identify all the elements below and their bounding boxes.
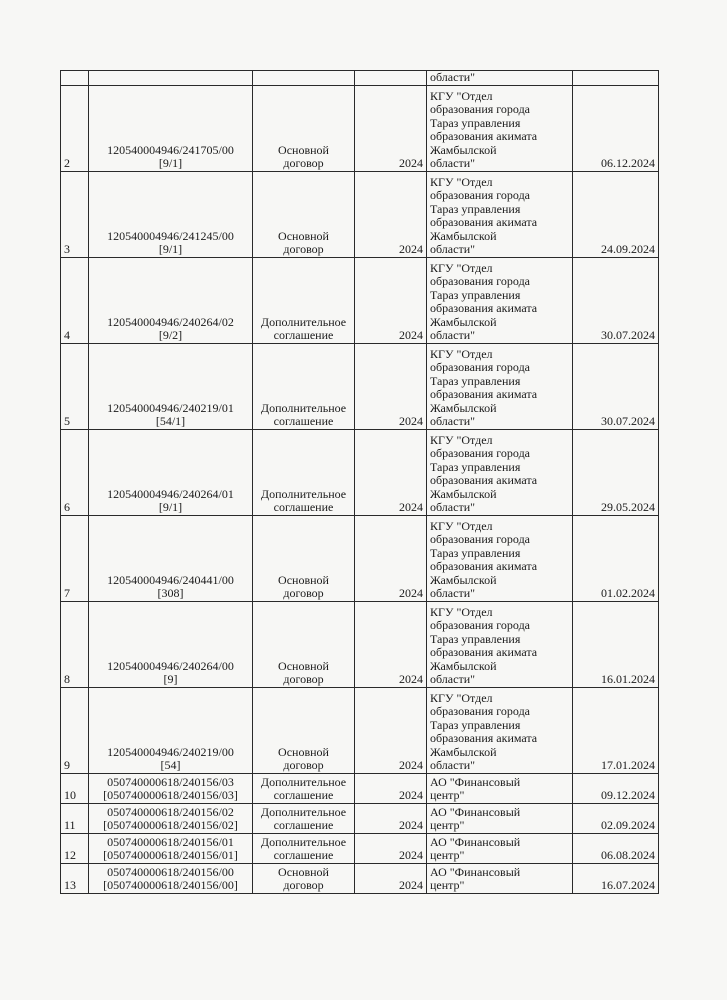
- contract-date: 09.12.2024: [573, 774, 659, 804]
- organization-line: образования акимата: [430, 215, 538, 230]
- organization-line: Жамбылской: [430, 314, 497, 329]
- contract-date: 17.01.2024: [573, 688, 659, 774]
- organization-line: Тараз управления: [430, 717, 521, 732]
- organization-line: образования акимата: [430, 731, 538, 746]
- contract-code-line: [54]: [160, 758, 181, 772]
- contract-date: 16.07.2024: [573, 864, 659, 894]
- organization-line: КГУ "Отдел: [430, 690, 493, 705]
- organization: [427, 864, 573, 894]
- contract-type: [253, 516, 355, 602]
- date-cell: [573, 71, 659, 86]
- contract-code-line: [050740000618/240156/03]: [103, 788, 238, 802]
- organization-line: образования акимата: [430, 473, 538, 488]
- organization-line: образования города: [430, 360, 531, 375]
- row-number: 8: [61, 602, 89, 688]
- row-number: 11: [61, 804, 89, 834]
- contract-code-line: 120540004946/240219/00: [107, 744, 234, 759]
- contract-code: [89, 834, 253, 864]
- organization-line: центр": [430, 788, 465, 802]
- contract-code-line: 120540004946/240264/01: [107, 486, 234, 501]
- organization: [427, 688, 573, 774]
- organization-line: области": [430, 672, 476, 686]
- organization-line: области": [430, 414, 476, 428]
- contract-year: 2024: [355, 774, 427, 804]
- contract-date: 30.07.2024: [573, 258, 659, 344]
- organization-line: центр": [430, 848, 465, 862]
- organization-line: АО "Финансовый: [430, 864, 521, 879]
- organization-line: Тараз управления: [430, 287, 521, 302]
- contract-date: 24.09.2024: [573, 172, 659, 258]
- contract-code-line: [050740000618/240156/00]: [103, 878, 238, 892]
- contract-type-line: договор: [283, 758, 324, 772]
- year-cell: [355, 71, 427, 86]
- contract-type: [253, 774, 355, 804]
- contract-year: 2024: [355, 804, 427, 834]
- organization-line: образования акимата: [430, 301, 538, 316]
- contract-type-line: соглашение: [273, 328, 334, 342]
- organization-line: области": [430, 500, 476, 514]
- contract-year: 2024: [355, 344, 427, 430]
- organization-line: КГУ "Отдел: [430, 604, 493, 619]
- contract-type: [253, 834, 355, 864]
- contract-code: [89, 688, 253, 774]
- table-row: [61, 804, 659, 834]
- contract-type-line: Основной: [278, 572, 329, 587]
- organization-line: КГУ "Отдел: [430, 88, 493, 103]
- contract-type-line: Дополнительное: [260, 804, 347, 819]
- row-number: 12: [61, 834, 89, 864]
- contract-year: 2024: [355, 688, 427, 774]
- organization-line: АО "Финансовый: [430, 834, 521, 849]
- contract-year: 2024: [355, 172, 427, 258]
- contract-code-line: [9/1]: [158, 242, 183, 256]
- organization-line: образования акимата: [430, 559, 538, 574]
- contract-year: 2024: [355, 86, 427, 172]
- table-row: [61, 834, 659, 864]
- contract-type-line: Дополнительное: [260, 834, 347, 849]
- contract-code-line: [9/1]: [158, 500, 183, 514]
- contract-date: 01.02.2024: [573, 516, 659, 602]
- table-row: [61, 86, 659, 172]
- organization: [427, 430, 573, 516]
- organization-line: центр": [430, 818, 465, 832]
- organization-line: Тараз управления: [430, 545, 521, 560]
- contracts-table: [60, 70, 659, 894]
- contract-code-line: [050740000618/240156/01]: [103, 848, 238, 862]
- contract-type-line: Дополнительное: [260, 486, 347, 501]
- contract-type: [253, 258, 355, 344]
- contract-type: [253, 86, 355, 172]
- contract-type-line: Основной: [278, 228, 329, 243]
- organization: [427, 86, 573, 172]
- contract-code-line: 050740000618/240156/02: [107, 804, 234, 819]
- contract-year: 2024: [355, 430, 427, 516]
- row-number-cell: [61, 71, 89, 86]
- organization-line: КГУ "Отдел: [430, 174, 493, 189]
- contract-type: [253, 864, 355, 894]
- table-row: [61, 172, 659, 258]
- contract-code-line: [9]: [163, 672, 178, 686]
- organization-line: области": [430, 156, 476, 170]
- contract-date: 02.09.2024: [573, 804, 659, 834]
- contract-type-line: договор: [283, 586, 324, 600]
- organization-line: образования акимата: [430, 387, 538, 402]
- table-row: [61, 688, 659, 774]
- contract-date: 29.05.2024: [573, 430, 659, 516]
- contract-type-line: договор: [283, 156, 324, 170]
- organization-line: Жамбылской: [430, 744, 497, 759]
- contract-type: [253, 430, 355, 516]
- contract-date: 30.07.2024: [573, 344, 659, 430]
- contract-type-line: Основной: [278, 142, 329, 157]
- contract-year: 2024: [355, 516, 427, 602]
- row-number: 10: [61, 774, 89, 804]
- contract-code-line: [050740000618/240156/02]: [103, 818, 238, 832]
- contract-type-line: Дополнительное: [260, 400, 347, 415]
- contract-type-line: соглашение: [273, 500, 334, 514]
- organization-line: образования города: [430, 446, 531, 461]
- table-row: [61, 516, 659, 602]
- organization: [427, 258, 573, 344]
- contract-type-line: соглашение: [273, 414, 334, 428]
- row-number: 9: [61, 688, 89, 774]
- contract-year: 2024: [355, 834, 427, 864]
- contract-code: [89, 172, 253, 258]
- contract-code-line: [9/2]: [158, 328, 183, 342]
- contract-type: [253, 804, 355, 834]
- contract-date: 06.12.2024: [573, 86, 659, 172]
- contract-type-line: соглашение: [273, 818, 334, 832]
- contract-code-line: [308]: [157, 586, 184, 600]
- contract-type: [253, 602, 355, 688]
- organization-line: Тараз управления: [430, 115, 521, 130]
- organization: [427, 834, 573, 864]
- organization-line: КГУ "Отдел: [430, 260, 493, 275]
- contract-code-line: 050740000618/240156/01: [107, 834, 234, 849]
- table-row-continuation: [61, 71, 659, 86]
- organization-line: образования города: [430, 274, 531, 289]
- contract-year: 2024: [355, 602, 427, 688]
- organization-line: образования города: [430, 188, 531, 203]
- organization-line: Тараз управления: [430, 373, 521, 388]
- contract-code: [89, 804, 253, 834]
- organization: [427, 172, 573, 258]
- contract-type: [253, 344, 355, 430]
- contract-code: [89, 430, 253, 516]
- organization-line: АО "Финансовый: [430, 804, 521, 819]
- table-row: [61, 864, 659, 894]
- contract-year: 2024: [355, 864, 427, 894]
- organization-line: КГУ "Отдел: [430, 432, 493, 447]
- contract-code-line: 120540004946/241705/00: [107, 142, 234, 157]
- organization-line: образования города: [430, 704, 531, 719]
- organization-line: Тараз управления: [430, 201, 521, 216]
- organization-line: образования акимата: [430, 129, 538, 144]
- contract-code-line: 120540004946/240264/02: [107, 314, 234, 329]
- contract-type: [253, 688, 355, 774]
- organization-cell: [427, 71, 573, 86]
- contract-code: [89, 774, 253, 804]
- table-row: [61, 258, 659, 344]
- contract-date: 06.08.2024: [573, 834, 659, 864]
- contract-code-line: [54/1]: [155, 414, 186, 428]
- organization-line: АО "Финансовый: [430, 774, 521, 789]
- organization-line: образования города: [430, 532, 531, 547]
- contract-type-line: Основной: [278, 744, 329, 759]
- organization-line: Жамбылской: [430, 142, 497, 157]
- contract-type-line: договор: [283, 672, 324, 686]
- organization: [427, 516, 573, 602]
- organization-line: КГУ "Отдел: [430, 346, 493, 361]
- contract-code: [89, 86, 253, 172]
- contract-type-line: Дополнительное: [260, 774, 347, 789]
- contract-code-cell: [89, 71, 253, 86]
- contract-code-line: 120540004946/241245/00: [107, 228, 234, 243]
- contract-code: [89, 864, 253, 894]
- contract-code-line: 050740000618/240156/03: [107, 774, 234, 789]
- table-row: [61, 430, 659, 516]
- organization: [427, 774, 573, 804]
- row-number: 2: [61, 86, 89, 172]
- organization-line: Жамбылской: [430, 400, 497, 415]
- organization-line: области": [430, 242, 476, 256]
- contract-type-line: соглашение: [273, 848, 334, 862]
- organization-line: Жамбылской: [430, 572, 497, 587]
- row-number: 4: [61, 258, 89, 344]
- organization-line: Жамбылской: [430, 658, 497, 673]
- contract-type-line: Дополнительное: [260, 314, 347, 329]
- organization-line: центр": [430, 878, 465, 892]
- organization: [427, 804, 573, 834]
- contract-code-line: 120540004946/240219/01: [107, 400, 234, 415]
- contract-type-line: Основной: [278, 658, 329, 673]
- table-row: [61, 602, 659, 688]
- organization-line: образования города: [430, 618, 531, 633]
- contract-code: [89, 344, 253, 430]
- contract-code-line: 050740000618/240156/00: [107, 864, 234, 879]
- row-number: 6: [61, 430, 89, 516]
- organization-line: области": [430, 70, 476, 84]
- contracts-table-body: [61, 71, 659, 894]
- row-number: 13: [61, 864, 89, 894]
- organization-line: Жамбылской: [430, 228, 497, 243]
- contract-type-line: Основной: [278, 864, 329, 879]
- organization-line: области": [430, 758, 476, 772]
- contract-year: 2024: [355, 258, 427, 344]
- organization: [427, 344, 573, 430]
- table-row: [61, 774, 659, 804]
- contract-type-cell: [253, 71, 355, 86]
- organization-line: Тараз управления: [430, 459, 521, 474]
- organization-line: КГУ "Отдел: [430, 518, 493, 533]
- row-number: 3: [61, 172, 89, 258]
- organization-line: области": [430, 328, 476, 342]
- contract-date: 16.01.2024: [573, 602, 659, 688]
- contract-code: [89, 602, 253, 688]
- row-number: 7: [61, 516, 89, 602]
- organization-line: Жамбылской: [430, 486, 497, 501]
- contract-code-line: 120540004946/240441/00: [107, 572, 234, 587]
- contract-code: [89, 258, 253, 344]
- contract-code-line: 120540004946/240264/00: [107, 658, 234, 673]
- table-row: [61, 344, 659, 430]
- organization-line: Тараз управления: [430, 631, 521, 646]
- organization-line: образования акимата: [430, 645, 538, 660]
- contract-type-line: договор: [283, 878, 324, 892]
- organization: [427, 602, 573, 688]
- row-number: 5: [61, 344, 89, 430]
- contract-type-line: договор: [283, 242, 324, 256]
- contract-type: [253, 172, 355, 258]
- organization-line: области": [430, 586, 476, 600]
- contract-code: [89, 516, 253, 602]
- organization-line: образования города: [430, 102, 531, 117]
- contract-code-line: [9/1]: [158, 156, 183, 170]
- contract-type-line: соглашение: [273, 788, 334, 802]
